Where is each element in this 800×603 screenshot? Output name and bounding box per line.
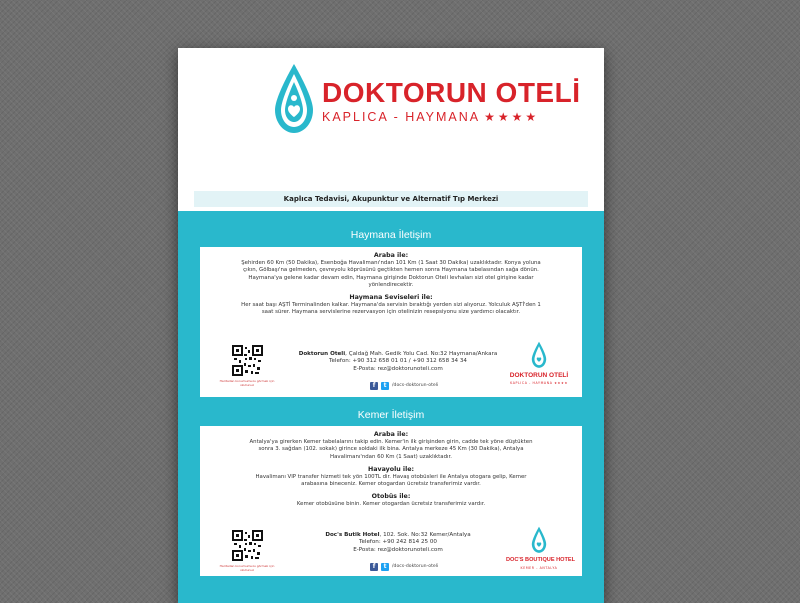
water-drop-logo-icon — [272, 62, 316, 136]
kemer-car-title: Araba ile: — [373, 431, 409, 438]
kemer-section-title: Kemer İletişim — [357, 409, 425, 421]
twitter-icon[interactable]: t — [381, 563, 389, 571]
haymana-bus-text: Her saat başı AŞTİ Terminalinden kalkar. Haymana'da servisin bıraktığı yerden sizi alıyoruz. Yolculuk AŞTİ'den 1 saat sürer. Haymana servislerine rezervasyon için otelinizin resepsiyonu size yardımcı olacaktır. — [241, 302, 541, 316]
kemer-contact-name: Doc's Butik Hotel — [325, 532, 380, 538]
kemer-contact-email[interactable]: E-Posta: rez@doktorunoteli.com — [353, 546, 443, 553]
haymana-card — [200, 247, 582, 397]
haymana-section-title: Haymana İletişim — [350, 229, 432, 241]
kemer-air-title: Havayolu ile: — [367, 465, 415, 473]
haymana-mini-logo-sub: KAPLICA - HAYMANA ★★★★ — [510, 380, 568, 385]
qr-code-icon — [232, 345, 263, 376]
kemer-social[interactable] — [370, 562, 438, 571]
facebook-icon[interactable]: f — [370, 382, 378, 390]
tagline-banner: Kaplıca Tedavisi, Akupunktur ve Alternatif Tıp Merkezi — [194, 191, 588, 207]
water-drop-logo-icon — [530, 526, 548, 554]
brand-subtitle-text: KAPLICA - HAYMANA — [322, 110, 481, 124]
kemer-contact-phone: Telefon: +90 242 814 25 00 — [358, 539, 437, 546]
social-handle[interactable]: /docs-doktorun-oteli — [392, 382, 439, 388]
brochure-header — [178, 48, 604, 183]
kemer-bus-text: Kemer otobüsüne binin. Kemer otogardan ücretsiz transferimiz vardır. — [296, 501, 486, 508]
teal-panel — [178, 211, 604, 603]
kemer-card — [200, 426, 582, 576]
haymana-car-title: Araba ile: — [373, 252, 409, 259]
haymana-contact-phone: Telefon: +90 312 658 01 01 / +90 312 658 34 34 — [329, 358, 467, 365]
social-handle[interactable]: /docs-doktorun-oteli — [392, 563, 439, 569]
kemer-contact-address: , 102. Sok. No:32 Kemer/Antalya — [379, 532, 471, 538]
water-drop-logo-icon — [530, 341, 548, 369]
haymana-car-text: Şehirden 60 Km (50 Dakika), Esenboğa Havalimanı'ndan 101 Km (1 Saat 30 Dakika) uzaklıktadır. Konya yoluna çıkın, Gölbaşı'na gelmeden, çevreyolu köprüsünü geçtikten hemen sonra Haymana tabelasından sağa dönün. Haymana'ya gelene kadar devam edin, Haymana girişinde Doktorun Oteli levhaları sizi otel girişine kadar yönlendirecektir. — [241, 260, 541, 288]
kemer-contact — [288, 532, 508, 554]
twitter-icon[interactable]: t — [381, 382, 389, 390]
kemer-mini-logo-sub: KEMER - ANTALYA — [520, 565, 558, 570]
facebook-icon[interactable]: f — [370, 563, 378, 571]
haymana-mini-logo-name: DOKTORUN OTELİ — [509, 372, 569, 380]
haymana-social[interactable] — [370, 381, 438, 390]
haymana-contact-line1 — [288, 351, 508, 358]
kemer-car-text: Antalya'ya girerken Kemer tabelalarını takip edin. Kemer'in ilk girişinden girin, cadde tek yöne düştükten sonra 3. sağdan (102. sokak) girince soldaki ilk bina. Antalya merkeze 45 Km (30 Dakika), Antalya Havalimanı'ndan 60 Km (1 Saat) uzaklıktadır. — [249, 439, 533, 460]
haymana-contact — [288, 351, 508, 373]
kemer-air-text: Havalimanı VIP transfer hizmeti tek yön 100TL dir. Havaş otobüsleri ile Antalya otogara gelip, Kemer arabasına bineceniz. Kemer otogardan ücretsiz transferimiz vardır. — [255, 473, 527, 488]
haymana-mini-logo — [508, 341, 570, 387]
haymana-contact-name: Doktorun Oteli — [298, 351, 346, 357]
kemer-contact-line1 — [288, 532, 508, 539]
qr-code-icon — [232, 530, 263, 561]
kemer-bus-title: Otobüs ile: — [371, 493, 411, 501]
brand-block — [322, 78, 580, 124]
brand-stars: ★★★★ — [484, 110, 540, 124]
kemer-mini-logo-name: DOC'S BOUTIQUE HOTEL — [506, 557, 576, 564]
haymana-bus-title: Haymana Seviseleri ile: — [349, 294, 433, 302]
brand-name: DOKTORUN OTELİ — [322, 77, 581, 108]
qr-caption: Haritadan konumumuzu görmek için okutunuz — [219, 379, 275, 387]
kemer-mini-logo — [506, 526, 576, 572]
brand-subtitle — [322, 110, 580, 124]
qr-caption: Haritadan konumumuzu görmek için okutunuz — [219, 564, 275, 572]
haymana-contact-address: , Çaldağ Mah. Gedik Yolu Cad. No:32 Haymana/Ankara — [345, 351, 498, 357]
brochure-page — [178, 48, 604, 603]
haymana-contact-email[interactable]: E-Posta: rez@doktorunoteli.com — [353, 365, 443, 372]
